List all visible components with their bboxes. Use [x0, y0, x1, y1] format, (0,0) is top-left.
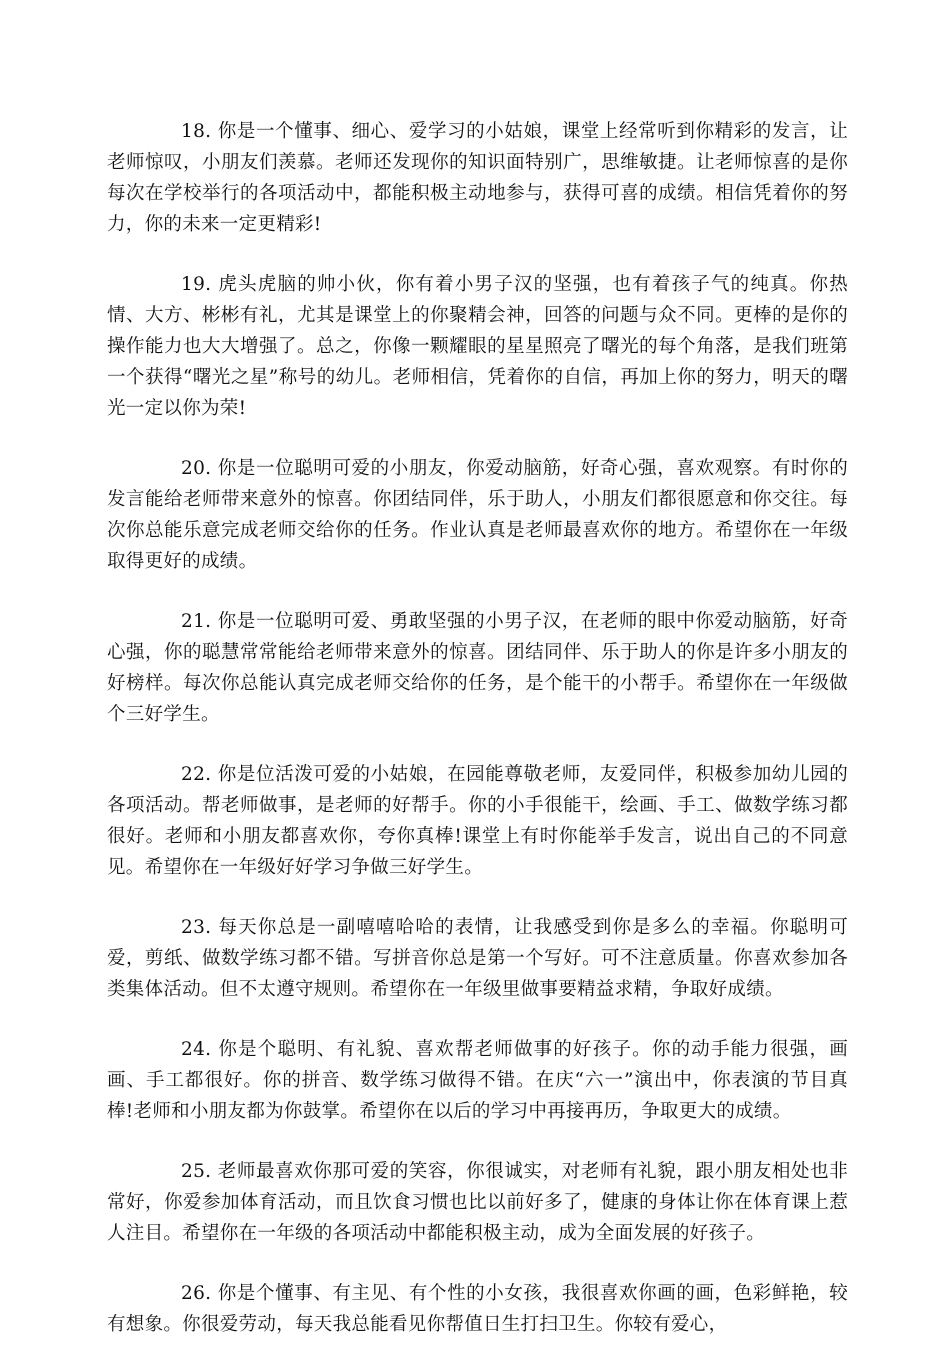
comment-paragraph-24: 24. 你是个聪明、有礼貌、喜欢帮老师做事的好孩子。你的动手能力很强，画画、手工都很好。你的拼音、数学练习做得不错。在庆“六一”演出中，你表演的节目真棒!老师和小朋友都为你鼓掌。希望你在以后的学习中再接再历，争取更大的成绩。 — [107, 1039, 848, 1122]
comment-paragraph-22: 22. 你是位活泼可爱的小姑娘，在园能尊敬老师，友爱同伴，积极参加幼儿园的各项活动。帮老师做事，是老师的好帮手。你的小手很能干，绘画、手工、做数学练习都很好。老师和小朋友都喜欢你，夸你真棒!课堂上有时你能举手发言，说出自己的不同意见。希望你在一年级好好学习争做三好学生。 — [107, 764, 848, 878]
comment-paragraph-20: 20. 你是一位聪明可爱的小朋友，你爱动脑筋，好奇心强，喜欢观察。有时你的发言能给老师带来意外的惊喜。你团结同伴，乐于助人，小朋友们都很愿意和你交往。每次你总能乐意完成老师交给你的任务。作业认真是老师最喜欢你的地方。希望你在一年级取得更好的成绩。 — [107, 458, 848, 572]
comment-paragraph-23: 23. 每天你总是一副嘻嘻哈哈的表情，让我感受到你是多么的幸福。你聪明可爱，剪纸、做数学练习都不错。写拼音你总是第一个写好。可不注意质量。你喜欢参加各类集体活动。但不太遵守规则。希望你在一年级里做事要精益求精，争取好成绩。 — [107, 917, 848, 1000]
comment-paragraph-26: 26. 你是个懂事、有主见、有个性的小女孩，我很喜欢你画的画，色彩鲜艳，较有想象。你很爱劳动，每天我总能看见你帮值日生打扫卫生。你较有爱心， — [107, 1283, 848, 1335]
document-body — [107, 116, 848, 1369]
comment-paragraph-18: 18. 你是一个懂事、细心、爱学习的小姑娘，课堂上经常听到你精彩的发言，让老师惊叹，小朋友们羡慕。老师还发现你的知识面特别广，思维敏捷。让老师惊喜的是你每次在学校举行的各项活动中，都能积极主动地参与，获得可喜的成绩。相信凭着你的努力，你的未来一定更精彩! — [107, 121, 848, 235]
comment-paragraph-19: 19. 虎头虎脑的帅小伙，你有着小男子汉的坚强，也有着孩子气的纯真。你热情、大方、彬彬有礼，尤其是课堂上的你聚精会神，回答的问题与众不同。更棒的是你的操作能力也大大增强了。总之，你像一颗耀眼的星星照亮了曙光的每个角落，是我们班第一个获得“曙光之星”称号的幼儿。老师相信，凭着你的自信，再加上你的努力，明天的曙光一定以你为荣! — [107, 274, 848, 419]
comment-paragraph-21: 21. 你是一位聪明可爱、勇敢坚强的小男子汉，在老师的眼中你爱动脑筋，好奇心强，你的聪慧常常能给老师带来意外的惊喜。团结同伴、乐于助人的你是许多小朋友的好榜样。每次你总能认真完成老师交给你的任务，是个能干的小帮手。希望你在一年级做个三好学生。 — [107, 611, 848, 725]
comment-paragraph-25: 25. 老师最喜欢你那可爱的笑容，你很诚实，对老师有礼貌，跟小朋友相处也非常好，你爱参加体育活动，而且饮食习惯也比以前好多了，健康的身体让你在体育课上惹人注目。希望你在一年级的各项活动中都能积极主动，成为全面发展的好孩子。 — [107, 1161, 848, 1244]
